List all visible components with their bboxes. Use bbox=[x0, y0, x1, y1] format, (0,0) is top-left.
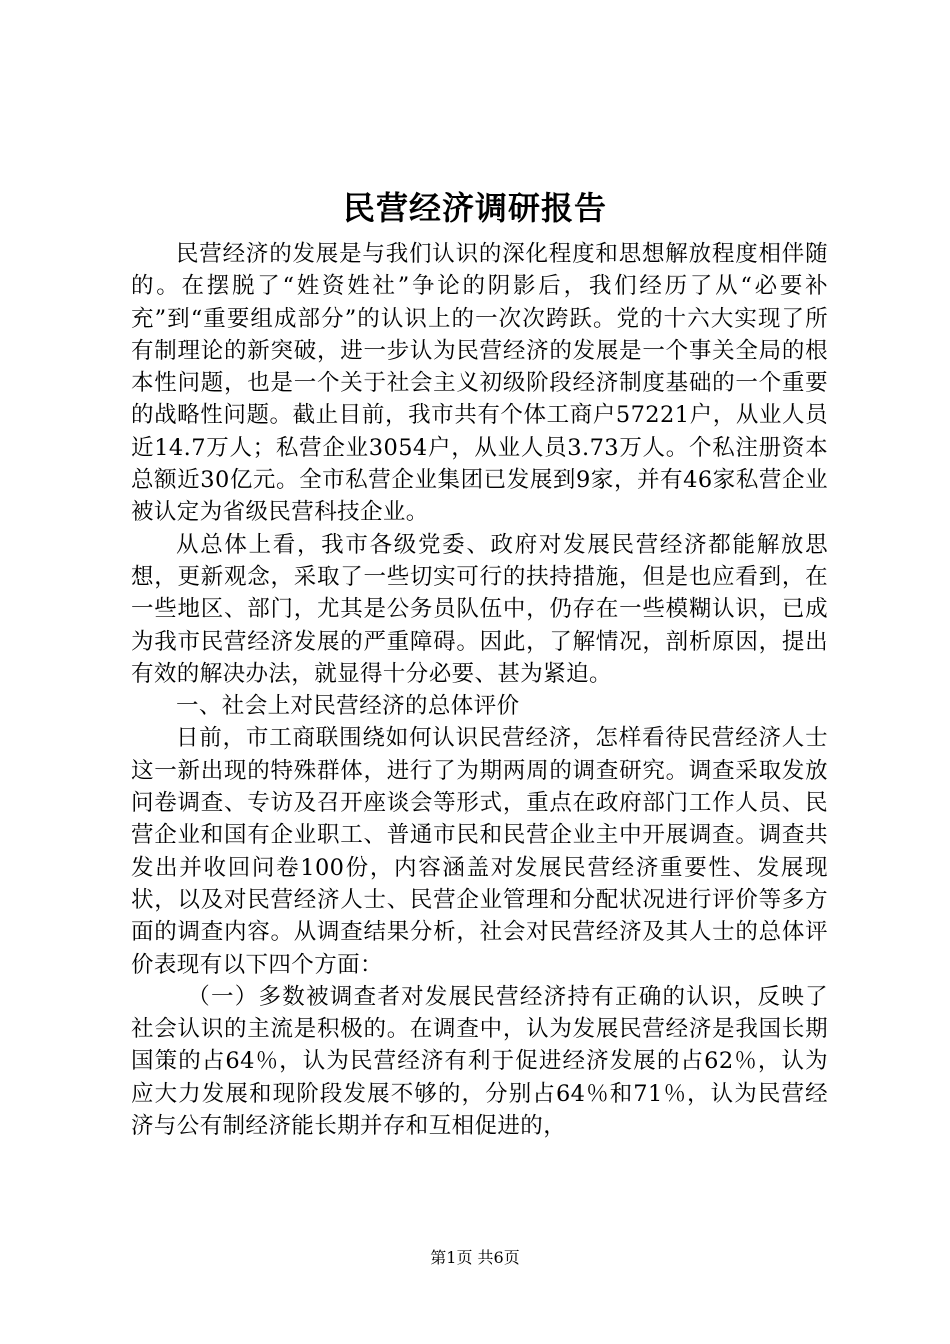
document-title: 民营经济调研报告 bbox=[342, 189, 607, 227]
paragraph-finding-one: （一）多数被调查者对发展民营经济持有正确的认识，反映了社会认识的主流是积极的。在调查中，认为发展民营经济是我国长期国策的占64％，认为民营经济有利于促进经济发展的占62％，认为应大力发展和现阶段发展不够的，分别占64％和71％，认为民营经济与公有制经济能长期并存和互相促进的， bbox=[131, 983, 828, 1140]
paragraph-intro: 民营经济的发展是与我们认识的深化程度和思想解放程度相伴随的。在摆脱了“姓资姓社”争论的阴影后，我们经历了从“必要补充”到“重要组成部分”的认识上的一次次跨跃。党的十六大实现了所有制理论的新突破，进一步认为民营经济的发展是一个事关全局的根本性问题，也是一个关于社会主义初级阶段经济制度基础的一个重要的战略性问题。截止目前，我市共有个体工商户57221户，从业人员近14.7万人；私营企业3054户，从业人员3.73万人。个私注册资本总额近30亿元。全市私营企业集团已发展到9家，并有46家私营企业被认定为省级民营科技企业。 bbox=[131, 241, 828, 526]
paragraph-overview: 从总体上看，我市各级党委、政府对发展民营经济都能解放思想，更新观念，采取了一些切实可行的扶持措施，但是也应看到，在一些地区、部门，尤其是公务员队伍中，仍存在一些模糊认识，已成为我市民营经济发展的严重障碍。因此，了解情况，剖析原因，提出有效的解决办法，就显得十分必要、甚为紧迫。 bbox=[131, 531, 828, 687]
paragraph-survey: 日前，市工商联围绕如何认识民营经济，怎样看待民营经济人士这一新出现的特殊群体，进行了为期两周的调查研究。调查采取发放问卷调查、专访及召开座谈会等形式，重点在政府部门工作人员、民营企业和国有企业职工、普通市民和民营企业主中开展调查。调查共发出并收回问卷100份，内容涵盖对发展民营经济重要性、发展现状，以及对民营经济人士、民营企业管理和分配状况进行评价等多方面的调查内容。从调查结果分析，社会对民营经济及其人士的总体评价表现有以下四个方面： bbox=[131, 725, 828, 978]
section-heading: 一、社会上对民营经济的总体评价 bbox=[176, 693, 520, 720]
page-footer: 第1页 共6页 bbox=[430, 1248, 520, 1267]
document-body bbox=[131, 238, 828, 1142]
